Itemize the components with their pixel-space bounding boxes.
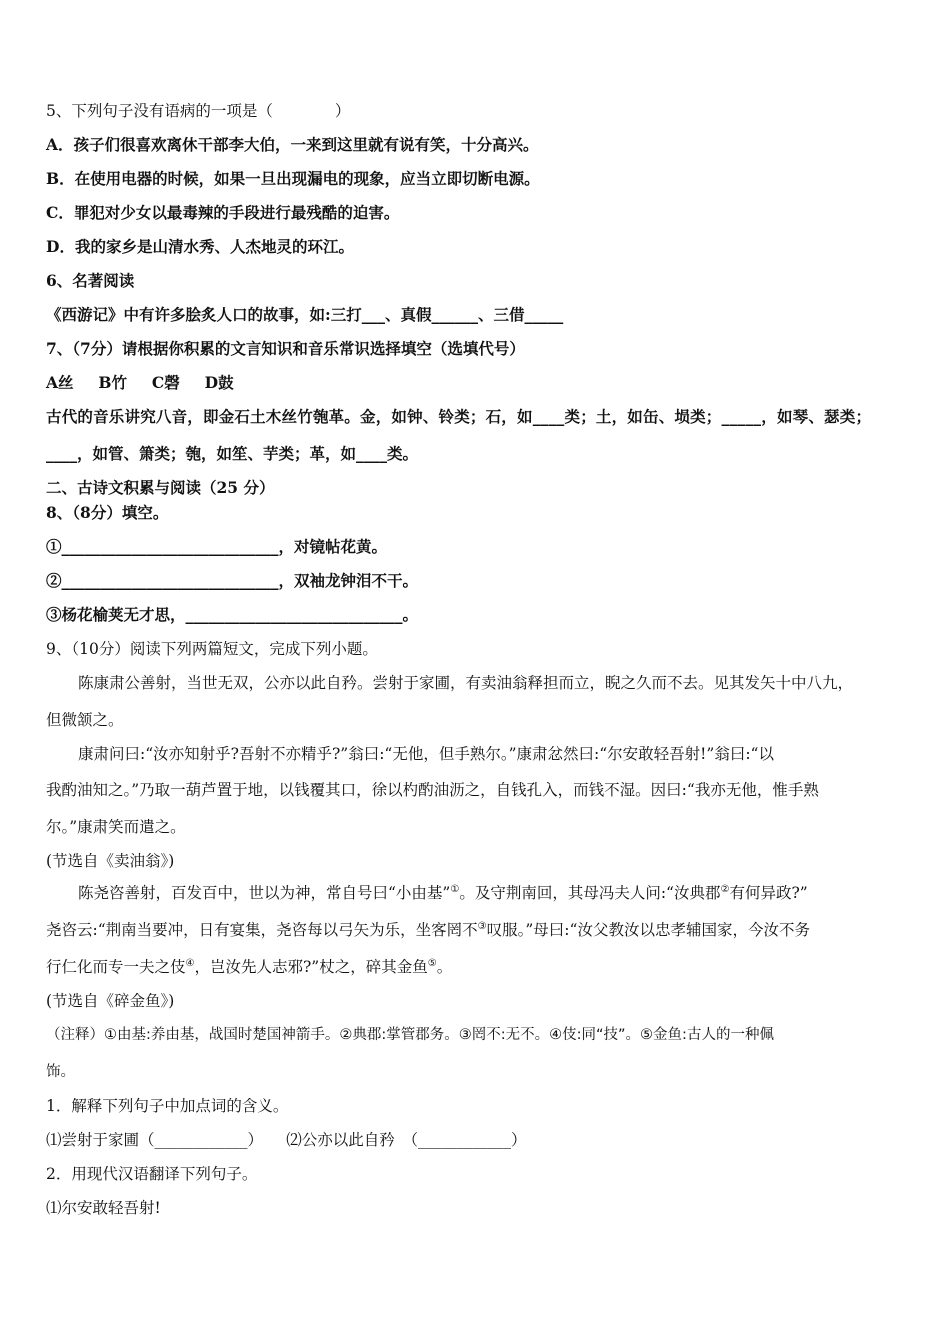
q8-blank-1: ①____________________________，对镜帖花黄。 bbox=[46, 537, 388, 556]
passage2-text: 。 bbox=[436, 958, 453, 976]
passage2-text: 行仁化而专一夫之伎 bbox=[46, 958, 186, 976]
q7-line2: ____，如管、箫类；匏，如笙、芋类；革，如____类。 bbox=[46, 444, 419, 463]
note-marker: ④ bbox=[185, 957, 195, 969]
q5-option-d: D．我的家乡是山清水秀、人杰地灵的环江。 bbox=[46, 237, 354, 256]
passage2-text: 有何异政?” bbox=[729, 884, 808, 902]
q6-stem: 6、名著阅读 bbox=[46, 271, 135, 290]
notes-line1: （注释）①由基:养由基，战国时楚国神箭手。②典郡:掌管郡务。③罔不:无不。④伎:同“技”。⑤金鱼:古人的一种佩 bbox=[46, 1027, 774, 1043]
note-marker: ② bbox=[720, 883, 730, 895]
passage1-line3: 康肃问曰:“汝亦知射乎?吾射不亦精乎?”翁曰:“无他，但手熟尔。”康肃忿然曰:“尔安敢轻吾射!”翁曰:“以 bbox=[78, 745, 774, 763]
passage1-line4: 我酌油知之。”乃取一葫芦置于地，以钱覆其口，徐以杓酌油沥之，自钱孔入，而钱不湿。因曰:“我亦无他，惟手熟 bbox=[46, 781, 819, 799]
note-marker: ⑤ bbox=[427, 957, 437, 969]
passage1-line2: 但微颔之。 bbox=[46, 711, 124, 729]
passage1-line1: 陈康肃公善射，当世无双，公亦以此自矜。尝射于家圃，有卖油翁释担而立，睨之久而不去。见其发矢十中八九， bbox=[78, 674, 854, 692]
passage2-text: 叹服。”母曰:“汝父教汝以忠孝辅国家，今汝不务 bbox=[486, 921, 810, 939]
sub-question-2: 2．用现代汉语翻译下列句子。 bbox=[46, 1165, 258, 1183]
q7-options: A丝 B竹 C磬 D鼓 bbox=[46, 373, 234, 392]
source-2: (节选自《碎金鱼》) bbox=[46, 992, 175, 1010]
q8-stem: 8、（8分）填空。 bbox=[46, 503, 169, 522]
q7-stem: 7、（7分）请根据你积累的文言知识和音乐常识选择填空（选填代号） bbox=[46, 339, 525, 358]
q9-stem: 9、（10分）阅读下列两篇短文，完成下列小题。 bbox=[46, 640, 378, 658]
passage2-line1 bbox=[78, 883, 808, 903]
passage2-line2 bbox=[46, 920, 810, 940]
section-2-title: 二、古诗文积累与阅读（25 分） bbox=[46, 478, 275, 497]
sub-question-1-items: ⑴尝射于家圃（____________） ⑵公亦以此自矜 （____________） bbox=[46, 1131, 527, 1149]
passage1-line5: 尔。”康肃笑而遣之。 bbox=[46, 818, 186, 836]
q5-option-a: A．孩子们很喜欢离休干部李大伯，一来到这里就有说有笑，十分高兴。 bbox=[46, 135, 539, 154]
q5-option-c: C．罪犯对少女以最毒辣的手段进行最残酷的迫害。 bbox=[46, 203, 400, 222]
q5-stem: 5、下列句子没有语病的一项是（ ） bbox=[46, 102, 351, 120]
note-marker: ③ bbox=[477, 920, 487, 932]
notes-line2: 饰。 bbox=[46, 1064, 75, 1080]
q8-blank-3: ③杨花榆荚无才思，____________________________。 bbox=[46, 605, 419, 624]
note-marker: ① bbox=[450, 883, 460, 895]
passage2-text: ，岂汝先人志邪?”杖之，碎其金鱼 bbox=[194, 958, 428, 976]
sub-question-1: 1．解释下列句子中加点词的含义。 bbox=[46, 1097, 289, 1115]
sub-question-2-item: ⑴尔安敢轻吾射! bbox=[46, 1199, 161, 1217]
passage2-text: 陈尧咨善射，百发百中，世以为神，常自号曰“小由基” bbox=[78, 884, 451, 902]
q8-blank-2: ②____________________________，双袖龙钟泪不干。 bbox=[46, 571, 419, 590]
source-1: (节选自《卖油翁》) bbox=[46, 852, 175, 870]
passage2-text: 。及守荆南回，其母冯夫人问:“汝典郡 bbox=[459, 884, 721, 902]
q6-text: 《西游记》中有许多脍炙人口的故事，如:三打___、真假______、三借_____ bbox=[46, 305, 564, 324]
q5-option-b: B．在使用电器的时候，如果一旦出现漏电的现象，应当立即切断电源。 bbox=[46, 169, 540, 188]
q7-line1: 古代的音乐讲究八音，即金石土木丝竹匏革。金，如钟、铃类；石，如____类；土，如缶、埙类；_____，如琴、瑟类； bbox=[46, 407, 872, 426]
passage2-line3 bbox=[46, 957, 452, 977]
passage2-text: 尧咨云:“荆南当要冲，日有宴集，尧咨每以弓矢为乐，坐客罔不 bbox=[46, 921, 478, 939]
